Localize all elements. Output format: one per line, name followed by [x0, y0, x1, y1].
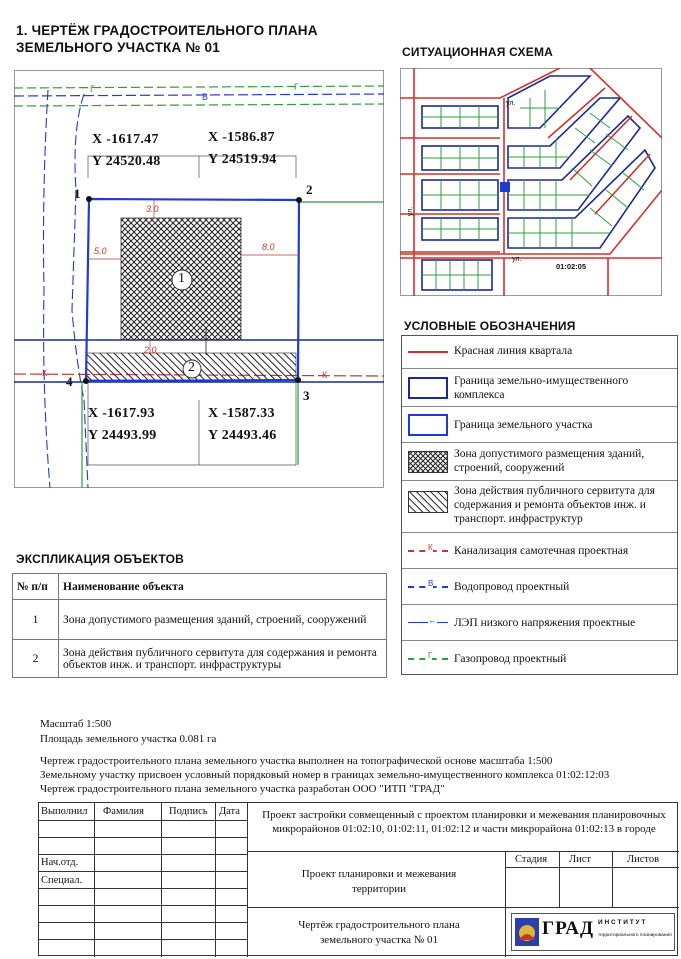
dim-bottom: 2.0 — [144, 345, 157, 355]
gas-mark: Г — [294, 82, 299, 92]
legend-item — [402, 568, 677, 604]
grid-line — [39, 854, 247, 855]
point-number: 3 — [303, 388, 310, 403]
stamp-sheet-title: Чертёж градостроительного плана земельного участка № 01 — [298, 919, 460, 946]
dim-right: 8.0 — [262, 242, 275, 252]
stamp-col-header: Фамилия — [103, 806, 144, 817]
coord-y: Y 24493.99 — [88, 428, 157, 443]
stamp-row-label: Специал. — [41, 875, 83, 886]
table-row — [13, 600, 387, 640]
street-label: ул. — [506, 100, 516, 107]
gas-mark: Г — [428, 651, 433, 660]
water-line — [44, 90, 51, 488]
permitted-zone-symbol — [408, 451, 448, 473]
grid-line — [559, 851, 560, 907]
street-label: ул. — [407, 206, 415, 217]
note-line: Земельному участку присвоен условный порядковый номер в границах земельно-имущественного комплекса 01:02:12:03 — [40, 769, 610, 781]
coord-point-4 — [88, 406, 157, 444]
complex-boundary-symbol — [408, 377, 448, 399]
grid-line — [94, 803, 95, 957]
drawing-title — [16, 22, 318, 56]
situation-title: СИТУАЦИОННАЯ СХЕМА — [402, 45, 554, 59]
legend-item — [402, 406, 677, 442]
grid-line — [39, 871, 247, 872]
coord-x: X -1587.33 — [208, 406, 275, 421]
grid-line — [247, 803, 248, 957]
water-mark: В — [202, 92, 209, 102]
explication-title: ЭКСПЛИКАЦИЯ ОБЪЕКТОВ — [16, 552, 184, 566]
situation-frame — [401, 69, 662, 296]
coord-x: X -1617.47 — [92, 132, 159, 147]
table-cell: 1 — [13, 600, 59, 640]
stamp-col-header: Дата — [219, 806, 240, 817]
note-line: Чертеж градостроительного плана земельного участка разработан ООО "ИТП "ГРАД" — [40, 783, 445, 795]
water-line — [72, 94, 88, 488]
grid-line — [39, 939, 247, 940]
street-label: ул. — [512, 256, 522, 263]
note-line: Чертеж градостроительного плана земельного участка выполнен на топографической основе масштаба 1:500 — [40, 755, 553, 767]
legend-item — [402, 442, 677, 480]
sewer-mark: К — [322, 370, 328, 380]
table-cell: Зона действия публичного сервитута для содержания и ремонта объектов инж. и транспорт. инфраструктуры — [59, 640, 387, 678]
gas-mark: Г — [90, 84, 95, 94]
logo-main-text: ГРАД — [542, 918, 595, 939]
red-line-symbol — [408, 351, 448, 353]
grid-line — [39, 820, 247, 821]
stamp-sheet-header: Листов — [627, 854, 660, 865]
grid-line — [39, 922, 247, 923]
table-cell: Зона допустимого размещения зданий, строений, сооружений — [59, 600, 387, 640]
logo-top-text: И Н С Т И Т У Т — [598, 919, 646, 926]
zone2-label: 2 — [188, 360, 195, 375]
grid-line — [505, 907, 506, 957]
legend-item — [402, 532, 677, 568]
plot-highlight — [500, 182, 510, 192]
coord-point-3 — [208, 406, 277, 444]
stamp-row-label: Нач.отд. — [41, 857, 79, 868]
sewer-mark: К — [42, 368, 48, 378]
table-header: Наименование объекта — [59, 574, 387, 600]
legend-text: Зона допустимого размещения зданий, строений, сооружений — [454, 448, 645, 474]
coord-point-1 — [92, 132, 161, 170]
legend-item — [402, 336, 677, 368]
coord-point-2 — [208, 130, 277, 168]
legend-text: ЛЭП низкого напряжения проектные — [454, 617, 636, 629]
legend-text: Граница земельно-имущественного комплекса — [454, 375, 629, 401]
water-mark: В — [428, 579, 434, 588]
drawing-title-line1: 1. ЧЕРТЁЖ ГРАДОСТРОИТЕЛЬНОГО ПЛАНА — [16, 23, 318, 38]
legend-text: Красная линия квартала — [454, 345, 573, 357]
grid-line — [161, 803, 162, 957]
grid-line — [39, 888, 247, 889]
power-mark: ← — [428, 615, 437, 625]
table-row — [13, 640, 387, 678]
situation-code: 01:02:05 — [556, 262, 587, 271]
water-line — [14, 94, 384, 96]
note-scale: Масштаб 1:500 — [40, 718, 112, 730]
dim-top: 3.0 — [146, 204, 159, 214]
legend-item — [402, 368, 677, 406]
drawing-title-line2: ЗЕМЕЛЬНОГО УЧАСТКА № 01 — [16, 40, 220, 55]
note-area: Площадь земельного участка 0.081 га — [40, 733, 217, 745]
stamp-col-header: Подпись — [169, 806, 208, 817]
legend-item — [402, 604, 677, 640]
point-number: 4 — [66, 374, 73, 389]
point-marker — [86, 196, 92, 202]
legend-title: УСЛОВНЫЕ ОБОЗНАЧЕНИЯ — [404, 319, 576, 333]
logo-emblem-icon — [515, 918, 539, 946]
grid-line — [247, 851, 679, 852]
sewer-mark: К — [428, 543, 433, 552]
legend-item — [402, 480, 677, 532]
situation-svg — [400, 68, 662, 296]
stamp-sheet-header: Лист — [569, 854, 591, 865]
grid-line — [39, 837, 247, 838]
institute-logo — [511, 913, 675, 951]
plot-boundary-symbol — [408, 414, 448, 436]
zone1-label: 1 — [178, 271, 185, 286]
legend-text: Зона действия публичного сервитута для содержания и ремонта объектов инж. и транспорт. инфраструктур — [454, 485, 655, 525]
table-cell: 2 — [13, 640, 59, 678]
grid-line — [505, 851, 506, 907]
stamp-col-header: Выполнил — [41, 806, 88, 817]
grid-line — [505, 867, 679, 868]
grid-line — [247, 907, 679, 908]
table-header: № п/п — [13, 574, 59, 600]
coord-y: Y 24493.46 — [208, 428, 277, 443]
coord-x: X -1586.87 — [208, 130, 275, 145]
dim-left: 5.0 — [94, 246, 107, 256]
legend-text: Газопровод проектный — [454, 653, 567, 665]
situation-map — [400, 68, 662, 296]
grid-line — [39, 905, 247, 906]
coord-y: Y 24519.94 — [208, 152, 277, 167]
grid-line — [612, 851, 613, 907]
point-marker — [296, 197, 302, 203]
point-number: 2 — [306, 182, 313, 197]
coord-y: Y 24520.48 — [92, 154, 161, 169]
gas-line — [14, 104, 384, 106]
stamp-project-name: Проект застройки совмещенный с проектом планировки и межевания планировочных микрорайонов 01:02:10, 01:02:11, 01:02:12 и части микрорайона 01:02:13 в городе — [262, 809, 666, 835]
gas-line — [14, 86, 384, 88]
title-block — [38, 802, 678, 956]
stamp-stage-project: Проект планировки и межевания территории — [301, 868, 457, 895]
stamp-sheet-header: Стадия — [515, 854, 548, 865]
grid-line — [215, 803, 216, 957]
legend-text: Водопровод проектный — [454, 581, 570, 593]
point-number: 1 — [74, 186, 81, 201]
logo-sub-text: территориального планирования — [598, 933, 672, 938]
explication-table — [12, 573, 387, 678]
legend-item — [402, 640, 677, 675]
plan-drawing — [14, 70, 384, 488]
table-header-row — [13, 574, 387, 600]
legend-text: Граница земельного участка — [454, 419, 593, 431]
plan-svg — [14, 70, 384, 488]
legend-box — [401, 335, 678, 675]
legend-text: Канализация самотечная проектная — [454, 545, 629, 557]
point-marker — [295, 377, 301, 383]
coord-x: X -1617.93 — [88, 406, 155, 421]
servitude-zone-symbol — [408, 491, 448, 513]
